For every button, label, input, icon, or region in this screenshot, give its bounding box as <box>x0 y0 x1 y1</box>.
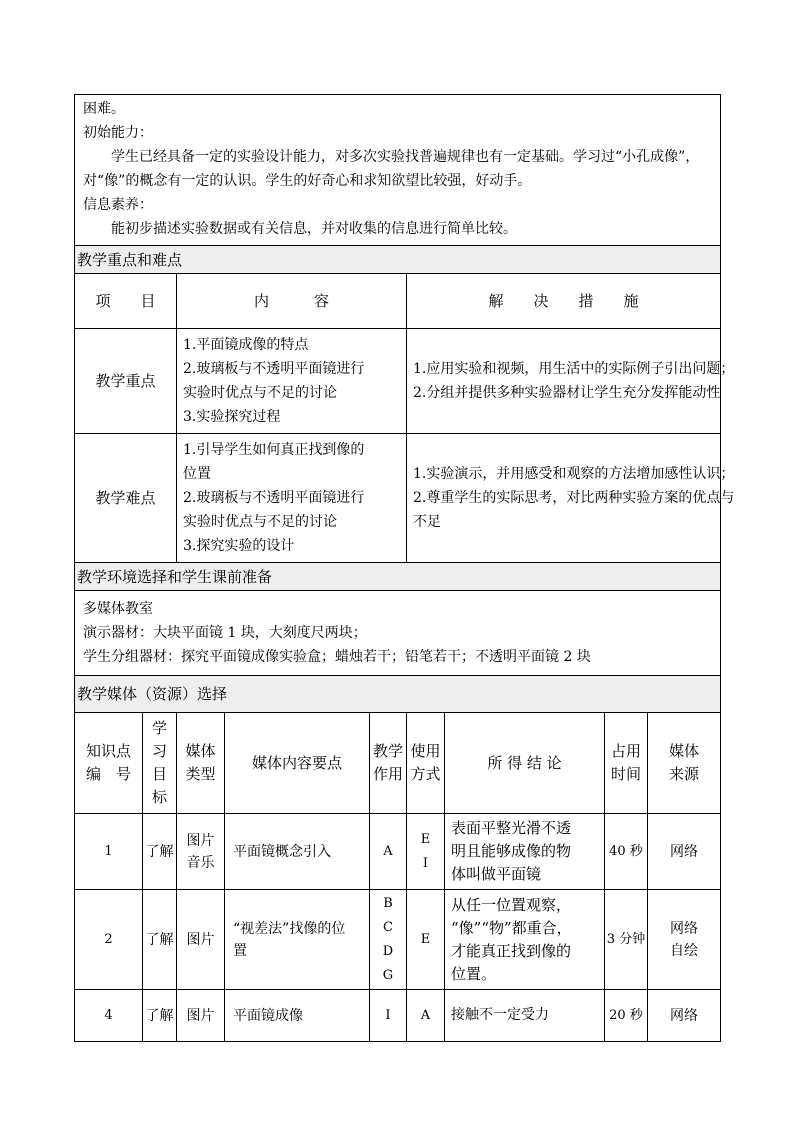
conclusion-line: 表面平整光滑不透 <box>451 819 572 837</box>
row-usage <box>407 890 445 990</box>
row-time: 40 秒 <box>605 814 648 890</box>
row-time: 20 秒 <box>605 990 648 1042</box>
conclusion-line: 才能真正找到像的 <box>451 941 572 960</box>
content-line: “视差法”找像的位 <box>233 920 346 937</box>
solution-line: 2.分组并提供多种实验器材让学生充分发挥能动性 <box>413 385 721 401</box>
content-line: 3.实验探究过程 <box>183 409 281 425</box>
role-line: G <box>382 967 394 983</box>
conclusion-line: “像”“物”都重合， <box>451 918 572 937</box>
header-line: 目 <box>151 765 167 783</box>
row-type <box>177 990 225 1042</box>
table-row <box>75 814 721 890</box>
content-line: 平面镜概念引入 <box>233 843 331 860</box>
row-conclusion <box>445 814 605 890</box>
key-point-item: 教学重点 <box>75 329 177 434</box>
row-role <box>370 814 407 890</box>
header-line: 方式 <box>410 765 441 783</box>
row-usage <box>407 990 445 1042</box>
header-line: 时间 <box>610 765 641 783</box>
role-line: D <box>382 943 394 959</box>
lesson-plan-table <box>74 94 735 1042</box>
solution-line: 1.实验演示，并用感受和观察的方法增加感性认识； <box>413 466 735 482</box>
row-goal: 了解 <box>143 990 177 1042</box>
source-line: 网络 <box>670 843 699 860</box>
info-literacy-text: 能初步描述实验数据或有关信息，并对收集的信息进行简单比较。 <box>111 221 517 237</box>
solution-line: 2.尊重学生的实际思考，对比两种实验方案的优点与 <box>413 490 735 506</box>
header-line: 标 <box>151 788 167 806</box>
intro-line1: 困难。 <box>83 101 125 117</box>
media-header-type <box>177 713 225 814</box>
conclusion-line: 明且能够成像的物 <box>451 842 572 860</box>
role-line: B <box>383 895 393 911</box>
header-line: 占用 <box>610 742 641 760</box>
role-line: A <box>383 843 393 859</box>
row-role <box>370 890 407 990</box>
usage-line: A <box>420 1007 431 1023</box>
content-line: 平面镜成像 <box>233 1007 303 1024</box>
row-conclusion <box>445 990 605 1042</box>
row-conclusion <box>445 890 605 990</box>
environment-line: 学生分组器材：探究平面镜成像实验盒；蜡烛若干；铅笔若干；不透明平面镜 2 块 <box>83 649 591 665</box>
row-content <box>225 814 370 890</box>
usage-line: E <box>420 831 431 847</box>
row-goal: 了解 <box>143 890 177 990</box>
difficulty-solution <box>407 434 735 563</box>
header-content: 内 容 <box>177 274 407 329</box>
conclusion-line: 接触不一定受力 <box>451 1007 549 1023</box>
content-line: 实验时优点与不足的讨论 <box>183 514 337 530</box>
lesson-plan-page <box>74 94 735 1042</box>
row-source <box>648 990 721 1042</box>
usage-line: E <box>420 931 431 947</box>
role-line: C <box>383 919 393 935</box>
media-header-time <box>605 713 648 814</box>
content-line: 2.玻璃板与不透明平面镜进行 <box>183 490 365 506</box>
content-line: 实验时优点与不足的讨论 <box>183 385 337 401</box>
header-line: 知识点 <box>85 742 131 760</box>
solution-line: 不足 <box>413 514 441 530</box>
environment-line: 演示器材：大块平面镜 1 块，大刻度尺两块； <box>83 625 367 641</box>
type-line: 图片 <box>186 832 215 849</box>
header-line: 来源 <box>669 765 700 783</box>
usage-line: I <box>422 855 429 871</box>
header-line: 作用 <box>372 765 403 783</box>
row-role <box>370 990 407 1042</box>
row-kp: 1 <box>75 814 143 890</box>
header-item: 项 目 <box>75 274 177 329</box>
header-line: 媒体 <box>669 742 700 760</box>
row-source <box>648 814 721 890</box>
row-kp: 2 <box>75 890 143 990</box>
initial-ability-text-1: 学生已经具备一定的实验设计能力，对多次实验找普遍规律也有一定基础。学习过“小孔成像”， <box>111 149 700 165</box>
initial-ability-label: 初始能力： <box>83 125 153 141</box>
row-content <box>225 990 370 1042</box>
role-line: I <box>385 1007 391 1023</box>
conclusion-line: 位置。 <box>451 964 497 983</box>
environment-line: 多媒体教室 <box>83 601 153 617</box>
content-line: 1.引导学生如何真正找到像的 <box>183 442 365 458</box>
source-line: 网络 <box>670 1007 699 1024</box>
source-line: 自绘 <box>670 942 699 959</box>
header-line: 使用 <box>410 742 441 760</box>
media-header-usage <box>407 713 445 814</box>
content-line: 1.平面镜成像的特点 <box>183 337 309 353</box>
header-solution: 解 决 措 施 <box>407 274 721 329</box>
row-time: 3 分钟 <box>605 890 648 990</box>
conclusion-line: 体叫做平面镜 <box>451 865 542 883</box>
content-line: 3.探究实验的设计 <box>183 538 295 554</box>
intro-block <box>75 95 721 246</box>
table-row <box>75 890 721 990</box>
row-type <box>177 890 225 990</box>
key-point-solution <box>407 329 735 434</box>
content-line: 位置 <box>183 466 211 482</box>
media-header-kp <box>75 713 143 814</box>
source-line: 网络 <box>670 920 699 937</box>
key-point-content <box>177 329 407 434</box>
conclusion-line: 从任一位置观察， <box>451 895 572 914</box>
key-points-section-title: 教学重点和难点 <box>75 246 721 274</box>
header-line: 教学 <box>372 742 403 760</box>
environment-block <box>75 591 721 676</box>
media-header-conclusion: 所 得 结 论 <box>445 713 605 814</box>
row-content <box>225 890 370 990</box>
header-line: 媒体 <box>185 742 216 760</box>
type-line: 图片 <box>186 931 215 948</box>
content-line: 2.玻璃板与不透明平面镜进行 <box>183 361 365 377</box>
row-type <box>177 814 225 890</box>
row-goal: 了解 <box>143 814 177 890</box>
row-source <box>648 890 721 990</box>
header-line: 学 <box>151 719 167 737</box>
type-line: 图片 <box>186 1007 215 1024</box>
difficulty-content <box>177 434 407 563</box>
type-line: 音乐 <box>186 854 215 871</box>
media-header-source <box>648 713 721 814</box>
difficulty-item: 教学难点 <box>75 434 177 563</box>
header-line: 类型 <box>185 765 216 783</box>
header-line: 编 号 <box>85 765 131 783</box>
media-header-goal <box>143 713 177 814</box>
solution-line: 1.应用实验和视频，用生活中的实际例子引出问题； <box>413 361 735 377</box>
media-header-content: 媒体内容要点 <box>225 713 370 814</box>
initial-ability-text-2: 对“像”的概念有一定的认识。学生的好奇心和求知欲望比较强，好动手。 <box>83 173 532 189</box>
header-line: 习 <box>151 742 167 760</box>
media-section-title: 教学媒体（资源）选择 <box>75 676 721 713</box>
row-usage <box>407 814 445 890</box>
info-literacy-label: 信息素养： <box>83 197 153 213</box>
table-row <box>75 990 721 1042</box>
environment-section-title: 教学环境选择和学生课前准备 <box>75 563 721 591</box>
media-header-role <box>370 713 407 814</box>
row-kp: 4 <box>75 990 143 1042</box>
content-line: 置 <box>233 942 247 959</box>
